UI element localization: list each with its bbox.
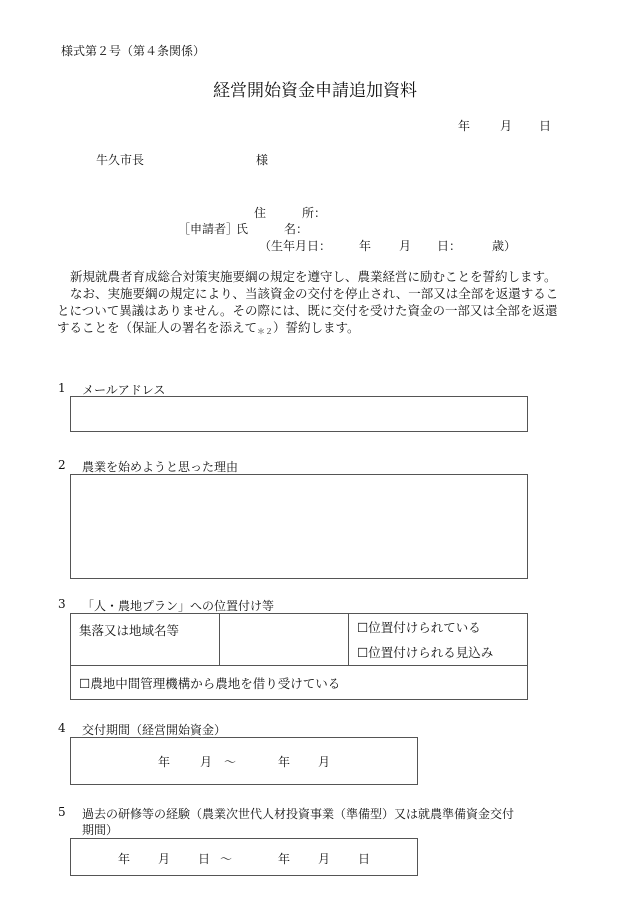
birth-age-label: 歳） [492,239,517,253]
document-title: 経営開始資金申請追加資料 [213,81,417,101]
section-2-number: 2 [58,458,66,472]
option-expected-cell[interactable] [349,640,528,666]
training-start-day-label: 日 [198,852,211,866]
addressee-name: 牛久市長 [96,153,145,167]
section-1-label: メールアドレス [82,383,166,397]
community-name-field[interactable] [220,614,349,666]
section-5-label-line-2: 期間） [82,823,119,837]
option-expected-label: 位置付けられる見込み [368,645,494,661]
grant-period-tilde: ～ [224,755,237,769]
addressee-honorific: 様 [256,153,269,167]
grant-period-field[interactable] [70,737,418,785]
checkbox-icon[interactable]: ☐ [79,675,91,691]
address-label: 住 所： [254,206,327,220]
community-name-label: 集落又は地域名等 [79,623,180,638]
training-period-tilde: ～ [220,852,233,866]
section-4-label: 交付期間（経営開始資金） [82,723,227,737]
date-month-label: 月 [500,119,513,133]
grant-start-month-label: 月 [200,755,213,769]
option-lease-cell[interactable] [71,666,528,700]
birth-day-label: 日： [437,239,462,253]
form-number: 様式第２号（第４条関係） [61,44,206,58]
birth-year-label: 年 [359,239,372,253]
grant-end-year-label: 年 [278,755,291,769]
applicant-bracket-label: ［申請者］ [178,222,239,236]
training-start-month-label: 月 [158,852,171,866]
grant-start-year-label: 年 [158,755,171,769]
reason-field[interactable] [70,474,528,579]
pledge-paragraph-2-text: なお、実施要綱の規定により、当該資金の交付を停止され、一部又は全部を返還することについて異議はありません。その際には、既に交付を受けた資金の一部又は全部を返還することを（保証人の署名を添えて [57,286,559,335]
pledge-paragraph-2 [57,285,567,340]
checkbox-icon[interactable]: ☐ [357,645,369,661]
section-3-label: 「人・農地プラン」への位置付け等 [82,599,275,613]
farmland-plan-table [70,613,528,700]
training-start-year-label: 年 [118,852,131,866]
community-name-label-cell [71,614,220,666]
section-5-label-line-1: 過去の研修等の経験（農業次世代人材投資事業（準備型）又は就農準備資金交付 [82,807,515,821]
section-2-label: 農業を始めようと思った理由 [82,460,239,474]
pledge-paragraph-2-end: ）誓約します。 [273,320,360,335]
pledge-paragraph-1: 新規就農者育成総合対策実施要綱の規定を遵守し、農業経営に励むことを誓約します。 [70,269,557,284]
option-positioned-label: 位置付けられている [368,619,481,635]
option-positioned-cell[interactable] [349,614,528,640]
section-5-number: 5 [58,805,66,819]
section-3-number: 3 [58,597,66,611]
grant-end-month-label: 月 [318,755,331,769]
checkbox-icon[interactable]: ☐ [357,619,369,635]
section-4-number: 4 [58,721,66,735]
pledge-text [57,268,567,340]
footnote-mark: ＊２ [257,327,274,336]
training-end-day-label: 日 [358,852,371,866]
birth-month-label: 月 [399,239,412,253]
email-field[interactable] [70,396,528,432]
name-label: 氏 名： [236,222,309,236]
birth-open-label: （生年月日： [259,239,332,253]
date-year-label: 年 [458,119,471,133]
date-day-label: 日 [539,119,552,133]
option-lease-label: 農地中間管理機構から農地を借り受けている [90,675,341,691]
training-end-year-label: 年 [278,852,291,866]
training-end-month-label: 月 [318,852,331,866]
section-1-number: 1 [58,381,66,395]
